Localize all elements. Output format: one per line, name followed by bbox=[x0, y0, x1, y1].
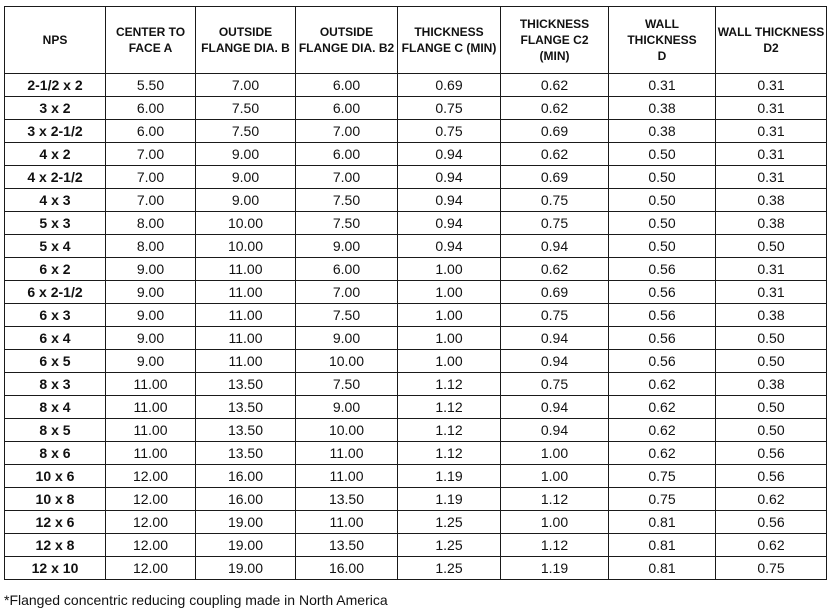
header-wall-thickness-d: WALL THICKNESS D bbox=[609, 7, 716, 74]
cell-center-to-face-a: 11.00 bbox=[106, 442, 196, 465]
cell-wall-thickness-d: 0.38 bbox=[609, 120, 716, 143]
cell-outside-flange-dia-b2: 13.50 bbox=[296, 488, 398, 511]
cell-wall-thickness-d2: 0.38 bbox=[716, 212, 827, 235]
cell-outside-flange-dia-b: 11.00 bbox=[196, 350, 296, 373]
cell-outside-flange-dia-b2: 6.00 bbox=[296, 74, 398, 97]
header-wall-thickness-d2: WALL THICKNESS D2 bbox=[716, 7, 827, 74]
cell-thickness-flange-c2: 1.00 bbox=[501, 465, 609, 488]
cell-wall-thickness-d2: 0.31 bbox=[716, 97, 827, 120]
cell-nps: 10 x 8 bbox=[5, 488, 106, 511]
table-row bbox=[5, 511, 827, 534]
cell-thickness-flange-c2: 1.12 bbox=[501, 488, 609, 511]
cell-wall-thickness-d2: 0.31 bbox=[716, 281, 827, 304]
cell-outside-flange-dia-b: 19.00 bbox=[196, 557, 296, 580]
table-row bbox=[5, 373, 827, 396]
cell-outside-flange-dia-b: 19.00 bbox=[196, 534, 296, 557]
cell-nps: 12 x 10 bbox=[5, 557, 106, 580]
cell-wall-thickness-d2: 0.38 bbox=[716, 189, 827, 212]
cell-thickness-flange-c2: 0.94 bbox=[501, 350, 609, 373]
cell-thickness-flange-c2: 0.69 bbox=[501, 166, 609, 189]
cell-outside-flange-dia-b2: 6.00 bbox=[296, 97, 398, 120]
cell-thickness-flange-c: 0.75 bbox=[398, 97, 501, 120]
table-row bbox=[5, 212, 827, 235]
cell-nps: 12 x 6 bbox=[5, 511, 106, 534]
cell-outside-flange-dia-b: 11.00 bbox=[196, 327, 296, 350]
cell-wall-thickness-d: 0.62 bbox=[609, 396, 716, 419]
cell-nps: 10 x 6 bbox=[5, 465, 106, 488]
cell-thickness-flange-c: 1.19 bbox=[398, 488, 501, 511]
cell-wall-thickness-d: 0.56 bbox=[609, 304, 716, 327]
cell-center-to-face-a: 8.00 bbox=[106, 235, 196, 258]
cell-nps: 2-1/2 x 2 bbox=[5, 74, 106, 97]
cell-wall-thickness-d: 0.50 bbox=[609, 166, 716, 189]
cell-outside-flange-dia-b: 11.00 bbox=[196, 258, 296, 281]
cell-thickness-flange-c2: 0.75 bbox=[501, 304, 609, 327]
cell-nps: 12 x 8 bbox=[5, 534, 106, 557]
cell-center-to-face-a: 9.00 bbox=[106, 281, 196, 304]
cell-center-to-face-a: 12.00 bbox=[106, 488, 196, 511]
header-outside-flange-dia-b2: OUTSIDE FLANGE DIA. B2 bbox=[296, 7, 398, 74]
cell-wall-thickness-d: 0.56 bbox=[609, 327, 716, 350]
cell-outside-flange-dia-b: 9.00 bbox=[196, 189, 296, 212]
cell-outside-flange-dia-b2: 7.50 bbox=[296, 373, 398, 396]
footnote: *Flanged concentric reducing coupling made in North America bbox=[4, 592, 388, 608]
cell-outside-flange-dia-b: 13.50 bbox=[196, 419, 296, 442]
cell-outside-flange-dia-b2: 7.50 bbox=[296, 212, 398, 235]
cell-thickness-flange-c: 1.00 bbox=[398, 327, 501, 350]
cell-outside-flange-dia-b: 9.00 bbox=[196, 166, 296, 189]
cell-center-to-face-a: 6.00 bbox=[106, 120, 196, 143]
cell-outside-flange-dia-b2: 6.00 bbox=[296, 258, 398, 281]
cell-wall-thickness-d2: 0.50 bbox=[716, 419, 827, 442]
cell-thickness-flange-c2: 0.69 bbox=[501, 120, 609, 143]
cell-outside-flange-dia-b: 13.50 bbox=[196, 396, 296, 419]
cell-nps: 4 x 3 bbox=[5, 189, 106, 212]
cell-thickness-flange-c: 1.25 bbox=[398, 557, 501, 580]
cell-wall-thickness-d: 0.56 bbox=[609, 281, 716, 304]
cell-wall-thickness-d: 0.50 bbox=[609, 189, 716, 212]
cell-wall-thickness-d: 0.38 bbox=[609, 97, 716, 120]
cell-thickness-flange-c2: 1.00 bbox=[501, 511, 609, 534]
cell-nps: 6 x 5 bbox=[5, 350, 106, 373]
table-row bbox=[5, 143, 827, 166]
cell-outside-flange-dia-b2: 10.00 bbox=[296, 350, 398, 373]
header-nps: NPS bbox=[5, 7, 106, 74]
cell-outside-flange-dia-b2: 16.00 bbox=[296, 557, 398, 580]
cell-wall-thickness-d: 0.62 bbox=[609, 373, 716, 396]
cell-thickness-flange-c2: 0.62 bbox=[501, 143, 609, 166]
cell-center-to-face-a: 12.00 bbox=[106, 465, 196, 488]
table-row bbox=[5, 534, 827, 557]
cell-nps: 4 x 2 bbox=[5, 143, 106, 166]
cell-thickness-flange-c: 1.12 bbox=[398, 396, 501, 419]
cell-thickness-flange-c: 0.75 bbox=[398, 120, 501, 143]
cell-center-to-face-a: 11.00 bbox=[106, 419, 196, 442]
cell-nps: 8 x 3 bbox=[5, 373, 106, 396]
cell-thickness-flange-c: 1.12 bbox=[398, 442, 501, 465]
dimensions-table bbox=[4, 6, 827, 580]
cell-center-to-face-a: 7.00 bbox=[106, 143, 196, 166]
cell-outside-flange-dia-b2: 11.00 bbox=[296, 511, 398, 534]
cell-wall-thickness-d2: 0.38 bbox=[716, 373, 827, 396]
cell-nps: 8 x 6 bbox=[5, 442, 106, 465]
table-row bbox=[5, 281, 827, 304]
cell-nps: 8 x 5 bbox=[5, 419, 106, 442]
cell-wall-thickness-d2: 0.50 bbox=[716, 350, 827, 373]
header-outside-flange-dia-b: OUTSIDE FLANGE DIA. B bbox=[196, 7, 296, 74]
cell-wall-thickness-d2: 0.31 bbox=[716, 74, 827, 97]
table-row bbox=[5, 465, 827, 488]
cell-center-to-face-a: 6.00 bbox=[106, 97, 196, 120]
cell-outside-flange-dia-b: 10.00 bbox=[196, 212, 296, 235]
cell-outside-flange-dia-b: 11.00 bbox=[196, 281, 296, 304]
header-thickness-flange-c2: THICKNESS FLANGE C2 (MIN) bbox=[501, 7, 609, 74]
cell-thickness-flange-c: 1.12 bbox=[398, 419, 501, 442]
cell-outside-flange-dia-b2: 7.00 bbox=[296, 281, 398, 304]
cell-thickness-flange-c: 1.25 bbox=[398, 534, 501, 557]
cell-nps: 4 x 2-1/2 bbox=[5, 166, 106, 189]
cell-thickness-flange-c2: 0.69 bbox=[501, 281, 609, 304]
cell-outside-flange-dia-b2: 11.00 bbox=[296, 465, 398, 488]
cell-outside-flange-dia-b: 16.00 bbox=[196, 465, 296, 488]
cell-thickness-flange-c2: 0.62 bbox=[501, 74, 609, 97]
table-row bbox=[5, 97, 827, 120]
cell-outside-flange-dia-b2: 9.00 bbox=[296, 396, 398, 419]
table-body bbox=[5, 74, 827, 580]
cell-wall-thickness-d2: 0.50 bbox=[716, 327, 827, 350]
table-row bbox=[5, 166, 827, 189]
cell-center-to-face-a: 9.00 bbox=[106, 350, 196, 373]
cell-nps: 6 x 2 bbox=[5, 258, 106, 281]
table-row bbox=[5, 235, 827, 258]
cell-wall-thickness-d: 0.50 bbox=[609, 143, 716, 166]
cell-wall-thickness-d2: 0.56 bbox=[716, 465, 827, 488]
cell-thickness-flange-c: 1.00 bbox=[398, 281, 501, 304]
cell-wall-thickness-d2: 0.31 bbox=[716, 166, 827, 189]
cell-wall-thickness-d: 0.81 bbox=[609, 534, 716, 557]
cell-wall-thickness-d: 0.75 bbox=[609, 465, 716, 488]
cell-wall-thickness-d2: 0.38 bbox=[716, 304, 827, 327]
cell-thickness-flange-c: 0.94 bbox=[398, 143, 501, 166]
cell-center-to-face-a: 7.00 bbox=[106, 189, 196, 212]
table-row bbox=[5, 74, 827, 97]
cell-thickness-flange-c2: 1.19 bbox=[501, 557, 609, 580]
cell-outside-flange-dia-b2: 6.00 bbox=[296, 143, 398, 166]
cell-thickness-flange-c2: 0.75 bbox=[501, 373, 609, 396]
cell-outside-flange-dia-b: 13.50 bbox=[196, 442, 296, 465]
cell-wall-thickness-d2: 0.31 bbox=[716, 258, 827, 281]
cell-thickness-flange-c2: 0.94 bbox=[501, 327, 609, 350]
cell-thickness-flange-c: 0.94 bbox=[398, 166, 501, 189]
cell-nps: 6 x 2-1/2 bbox=[5, 281, 106, 304]
cell-thickness-flange-c: 1.12 bbox=[398, 373, 501, 396]
cell-center-to-face-a: 9.00 bbox=[106, 258, 196, 281]
cell-center-to-face-a: 9.00 bbox=[106, 304, 196, 327]
table-row bbox=[5, 419, 827, 442]
cell-outside-flange-dia-b2: 7.50 bbox=[296, 189, 398, 212]
cell-outside-flange-dia-b: 7.00 bbox=[196, 74, 296, 97]
cell-wall-thickness-d2: 0.56 bbox=[716, 511, 827, 534]
table-row bbox=[5, 396, 827, 419]
cell-thickness-flange-c2: 0.94 bbox=[501, 235, 609, 258]
table-row bbox=[5, 350, 827, 373]
header-center-to-face-a: CENTER TO FACE A bbox=[106, 7, 196, 74]
cell-thickness-flange-c2: 0.62 bbox=[501, 258, 609, 281]
table-row bbox=[5, 488, 827, 511]
cell-center-to-face-a: 9.00 bbox=[106, 327, 196, 350]
cell-outside-flange-dia-b2: 7.00 bbox=[296, 166, 398, 189]
cell-thickness-flange-c: 1.25 bbox=[398, 511, 501, 534]
cell-thickness-flange-c: 1.00 bbox=[398, 350, 501, 373]
cell-wall-thickness-d2: 0.75 bbox=[716, 557, 827, 580]
cell-wall-thickness-d: 0.62 bbox=[609, 442, 716, 465]
cell-thickness-flange-c2: 0.75 bbox=[501, 189, 609, 212]
cell-thickness-flange-c2: 0.94 bbox=[501, 419, 609, 442]
cell-outside-flange-dia-b: 7.50 bbox=[196, 120, 296, 143]
cell-wall-thickness-d: 0.75 bbox=[609, 488, 716, 511]
cell-center-to-face-a: 12.00 bbox=[106, 557, 196, 580]
cell-center-to-face-a: 8.00 bbox=[106, 212, 196, 235]
cell-thickness-flange-c2: 0.94 bbox=[501, 396, 609, 419]
cell-outside-flange-dia-b: 10.00 bbox=[196, 235, 296, 258]
cell-wall-thickness-d: 0.31 bbox=[609, 74, 716, 97]
cell-center-to-face-a: 5.50 bbox=[106, 74, 196, 97]
cell-outside-flange-dia-b2: 13.50 bbox=[296, 534, 398, 557]
cell-wall-thickness-d2: 0.50 bbox=[716, 235, 827, 258]
cell-wall-thickness-d: 0.56 bbox=[609, 350, 716, 373]
table-row bbox=[5, 442, 827, 465]
cell-center-to-face-a: 11.00 bbox=[106, 396, 196, 419]
cell-thickness-flange-c: 0.94 bbox=[398, 189, 501, 212]
cell-nps: 3 x 2 bbox=[5, 97, 106, 120]
cell-thickness-flange-c: 0.94 bbox=[398, 235, 501, 258]
cell-thickness-flange-c: 0.69 bbox=[398, 74, 501, 97]
cell-outside-flange-dia-b2: 11.00 bbox=[296, 442, 398, 465]
cell-outside-flange-dia-b2: 9.00 bbox=[296, 327, 398, 350]
cell-thickness-flange-c: 1.00 bbox=[398, 304, 501, 327]
cell-wall-thickness-d2: 0.62 bbox=[716, 534, 827, 557]
cell-wall-thickness-d: 0.50 bbox=[609, 212, 716, 235]
cell-outside-flange-dia-b2: 7.50 bbox=[296, 304, 398, 327]
cell-thickness-flange-c: 1.00 bbox=[398, 258, 501, 281]
header-thickness-flange-c: THICKNESS FLANGE C (MIN) bbox=[398, 7, 501, 74]
cell-nps: 5 x 3 bbox=[5, 212, 106, 235]
cell-center-to-face-a: 12.00 bbox=[106, 511, 196, 534]
cell-thickness-flange-c2: 0.75 bbox=[501, 212, 609, 235]
cell-thickness-flange-c: 0.94 bbox=[398, 212, 501, 235]
cell-wall-thickness-d: 0.62 bbox=[609, 419, 716, 442]
table-row bbox=[5, 258, 827, 281]
cell-nps: 3 x 2-1/2 bbox=[5, 120, 106, 143]
cell-thickness-flange-c2: 1.12 bbox=[501, 534, 609, 557]
cell-outside-flange-dia-b2: 7.00 bbox=[296, 120, 398, 143]
cell-wall-thickness-d2: 0.50 bbox=[716, 396, 827, 419]
cell-outside-flange-dia-b: 9.00 bbox=[196, 143, 296, 166]
cell-wall-thickness-d: 0.81 bbox=[609, 511, 716, 534]
header-row bbox=[5, 7, 827, 74]
cell-thickness-flange-c2: 1.00 bbox=[501, 442, 609, 465]
table-row bbox=[5, 189, 827, 212]
cell-outside-flange-dia-b2: 9.00 bbox=[296, 235, 398, 258]
table-row bbox=[5, 557, 827, 580]
table-row bbox=[5, 304, 827, 327]
cell-nps: 5 x 4 bbox=[5, 235, 106, 258]
cell-outside-flange-dia-b: 11.00 bbox=[196, 304, 296, 327]
cell-wall-thickness-d: 0.81 bbox=[609, 557, 716, 580]
cell-nps: 6 x 4 bbox=[5, 327, 106, 350]
cell-wall-thickness-d2: 0.31 bbox=[716, 143, 827, 166]
cell-outside-flange-dia-b: 7.50 bbox=[196, 97, 296, 120]
cell-outside-flange-dia-b: 19.00 bbox=[196, 511, 296, 534]
table-row bbox=[5, 120, 827, 143]
cell-wall-thickness-d: 0.56 bbox=[609, 258, 716, 281]
cell-outside-flange-dia-b2: 10.00 bbox=[296, 419, 398, 442]
cell-outside-flange-dia-b: 13.50 bbox=[196, 373, 296, 396]
cell-thickness-flange-c2: 0.62 bbox=[501, 97, 609, 120]
cell-thickness-flange-c: 1.19 bbox=[398, 465, 501, 488]
cell-nps: 8 x 4 bbox=[5, 396, 106, 419]
table-row bbox=[5, 327, 827, 350]
cell-wall-thickness-d: 0.50 bbox=[609, 235, 716, 258]
cell-center-to-face-a: 12.00 bbox=[106, 534, 196, 557]
cell-wall-thickness-d2: 0.62 bbox=[716, 488, 827, 511]
cell-wall-thickness-d2: 0.56 bbox=[716, 442, 827, 465]
cell-center-to-face-a: 7.00 bbox=[106, 166, 196, 189]
cell-center-to-face-a: 11.00 bbox=[106, 373, 196, 396]
cell-wall-thickness-d2: 0.31 bbox=[716, 120, 827, 143]
cell-nps: 6 x 3 bbox=[5, 304, 106, 327]
cell-outside-flange-dia-b: 16.00 bbox=[196, 488, 296, 511]
